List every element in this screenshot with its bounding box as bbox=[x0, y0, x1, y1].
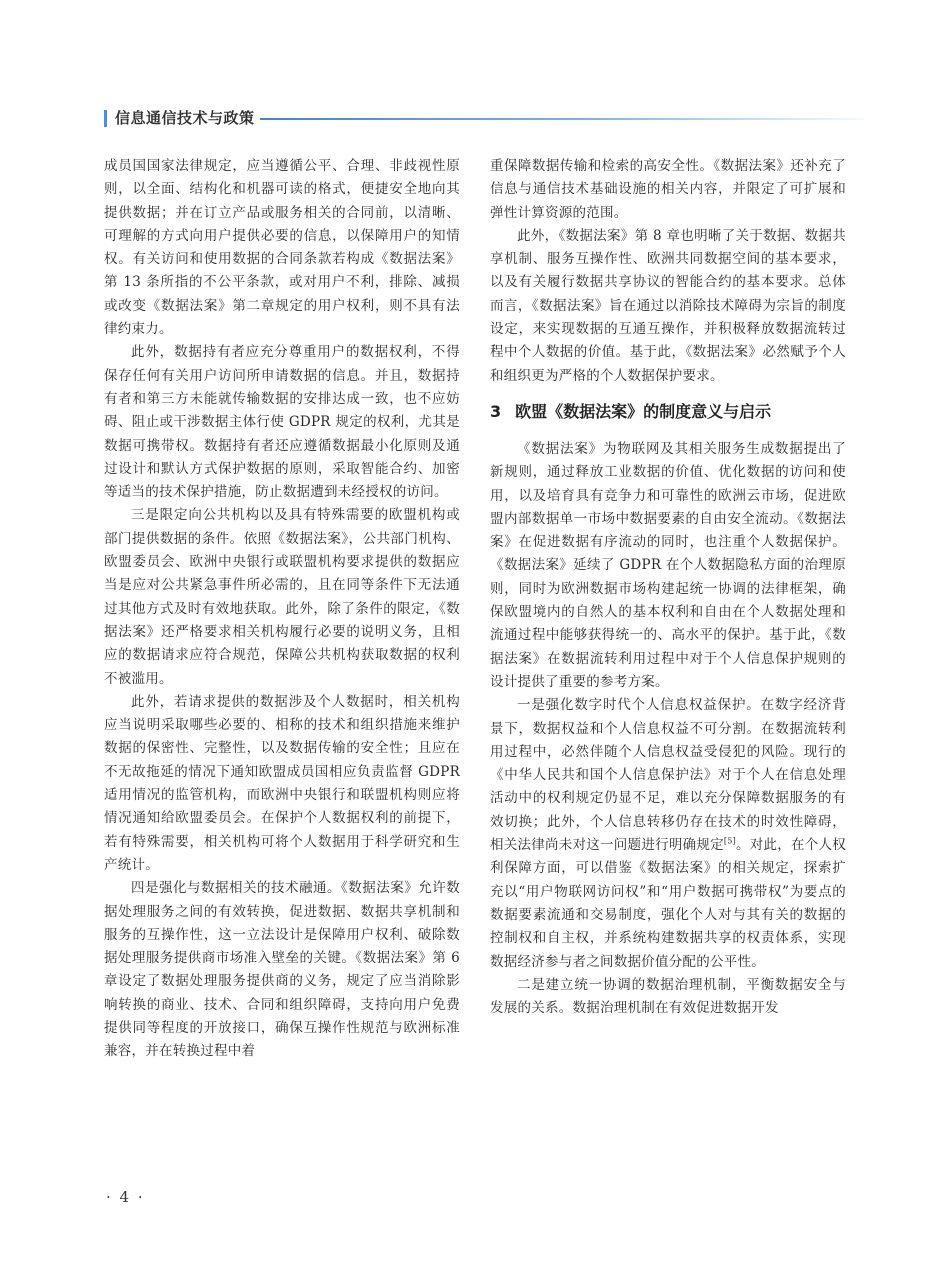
reference-marker: [5] bbox=[723, 836, 736, 846]
paragraph: 成员国国家法律规定，应当遵循公平、合理、非歧视性原则，以全面、结构化和机器可读的格式，便捷安全地向其提供数据；并在订立产品或服务相关的合同前，以清晰、可理解的方式向用户提供必要的信息，以保障用户的知情权。有关访问和使用数据的合同条款若构成《数据法案》第 13 条所指的不公平条款，或对用户不利，排除、减损或改变《数据法案》第二章规定的用户权利，则不具有法律约束力。 bbox=[104, 158, 460, 338]
paragraph: 此外，若请求提供的数据涉及个人数据时，相关机构应当说明采取哪些必要的、相称的技术和组织措施来维护数据的保密性、完整性，以及数据传输的安全性；且应在不无故拖延的情况下通知欧盟成员国相应负责监督 GDPR 适用情况的监管机构，而欧洲中央银行和联盟机构则应将情况通知给欧盟委员会。在保护个人数据权利的前提下，若有特殊需要，相关机构可将个人数据用于科学研究和生产统计。 bbox=[104, 693, 460, 873]
header-rule bbox=[260, 118, 864, 120]
paragraph: 三是限定向公共机构以及具有特殊需要的欧盟机构或部门提供数据的条件。依照《数据法案》，公共部门机构、欧盟委员会、欧洲中央银行或联盟机构要求提供的数据应当是应对公共紧急事件所必需的，且在同等条件下无法通过其他方式及时有效地获取。此外，除了条件的限定，《数据法案》还严格要求相关机构履行必要的说明义务，且相应的数据请求应符合规范，保障公共机构获取数据的权利不被滥用。 bbox=[104, 507, 460, 687]
paragraph: 此外，数据持有者应充分尊重用户的数据权利，不得保存任何有关用户访问所申请数据的信息。并且，数据持有者和第三方未能就传输数据的安排达成一致，也不应妨碍、阻止或干涉数据主体行使 GDPR 规定的权利，尤其是数据可携带权。数据持有者还应遵循数据最小化原则及通过设计和默认方式保护数据的原则，采取智能合约、加密等适当的技术保护措施，防止数据遭到未经授权的访问。 bbox=[104, 344, 460, 501]
paragraph: 四是强化与数据相关的技术融通。《数据法案》允许数据处理服务之间的有效转换，促进数据、数据共享机制和服务的互操作性，这一立法设计是保障用户权利、破除数据处理服务提供商市场准入壁垒的关键。《数据法案》第 6 章设定了数据处理服务提供商的义务，规定了应当消除影响转换的商业、技术、合同和组织障碍，支持向用户免费提供同等程度的开放接口，确保互操作性规范与欧洲标准兼容，并在转换过程中着 bbox=[104, 880, 460, 1060]
paragraph-text: 一是强化数字时代个人信息权益保护。在数字经济背景下，数据权益和个人信息权益不可分割。在数据流转利用过程中，必然伴随个人信息权益受侵犯的风险。现行的《中华人民共和国个人信息保护法》对于个人在信息处理活动中的权利规定仍显不足，难以充分保障数据服务的有效切换；此外，个人信息转移仍存在技术的时效性障碍，相关法律尚未对这一问题进行明确规定 bbox=[490, 697, 846, 854]
section-number: 3 bbox=[490, 401, 502, 421]
running-header bbox=[104, 108, 864, 132]
paragraph: 二是建立统一协调的数据治理机制，平衡数据安全与发展的关系。数据治理机制在有效促进数据开发 bbox=[490, 976, 846, 1017]
section-title: 欧盟《数据法案》的制度意义与启示 bbox=[515, 401, 772, 421]
page-number: · 4 · bbox=[106, 1188, 145, 1206]
paragraph: 此外，《数据法案》第 8 章也明晰了关于数据、数据共享机制、服务互操作性、欧洲共同数据空间的基本要求，以及有关履行数据共享协议的智能合约的基本要求。总体而言，《数据法案》旨在通过以消除技术障碍为宗旨的制度设定，来实现数据的互通互操作，并积极释放数据流转过程中个人数据的价值。基于此，《数据法案》必然赋予个人和组织更为严格的个人数据保护要求。 bbox=[490, 227, 846, 384]
paragraph bbox=[490, 694, 846, 974]
right-column bbox=[490, 155, 846, 1020]
paragraph: 重保障数据传输和检索的高安全性。《数据法案》还补充了信息与通信技术基础设施的相关内容，并限定了可扩展和弹性计算资源的范围。 bbox=[490, 158, 846, 221]
section-heading bbox=[490, 400, 846, 424]
paragraph: 《数据法案》为物联网及其相关服务生成数据提出了新规则，通过释放工业数据的价值、优化数据的访问和使用，以及培育具有竞争力和可靠性的欧洲云市场，促进欧盟内部数据单一市场中数据要素的自由安全流动。《数据法案》在促进数据有序流动的同时，也注重个人数据保护。《数据法案》延续了 GDPR 在个人数据隐私方面的治理原则，同时为欧洲数据市场构建起统一协调的法律框架，确保欧盟境内的自然人的基本权利和自由在个人数据处理和流通过程中能够获得统一的、高水平的保护。基于此，《数据法案》在数据流转利用过程中对于个人信息保护规则的设计提供了重要的参考方案。 bbox=[490, 440, 846, 690]
paragraph-text: 。对此，在个人权利保障方面，可以借鉴《数据法案》的相关规定，探索扩充以“用户物联网访问权”和“用户数据可携带权”为要点的数据要素流通和交易制度，强化个人对与其有关的数据的控制权和自主权，并系统构建数据共享的权责体系，实现数据经济参与者之间数据价值分配的公平性。 bbox=[490, 837, 847, 970]
journal-title: 信息通信技术与政策 bbox=[115, 109, 255, 127]
left-column bbox=[104, 155, 460, 1064]
header-accent-bar bbox=[104, 110, 107, 127]
